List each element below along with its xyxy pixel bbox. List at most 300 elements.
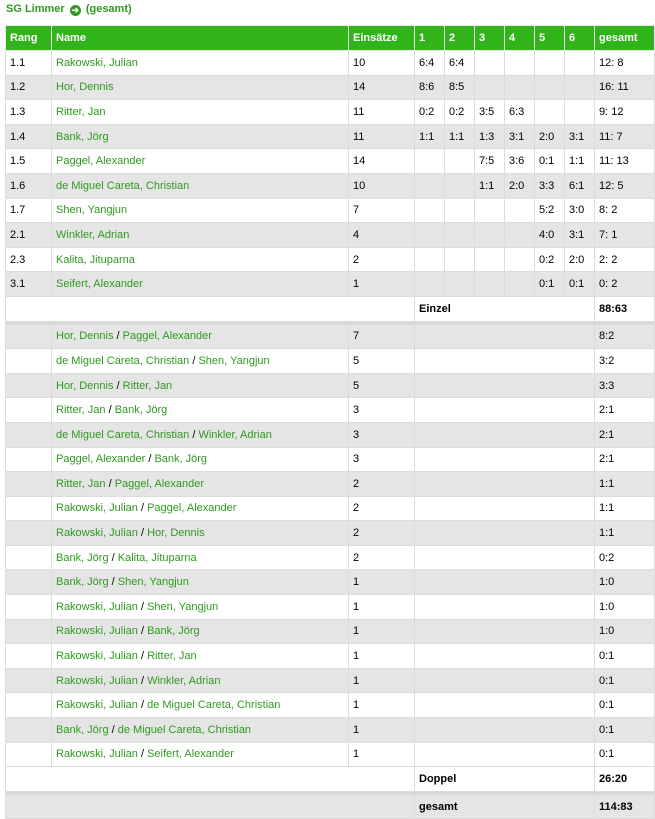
table-row (6, 272, 655, 297)
gesamt-cell: 8: 2 (595, 198, 655, 223)
round-cell (445, 247, 475, 272)
player-link[interactable]: Paggel, Alexander (56, 155, 146, 168)
player-link[interactable]: Rakowski, Julian (56, 527, 138, 540)
player-link[interactable]: Bank, Jörg (114, 404, 168, 417)
round-cell: 3:3 (535, 173, 565, 198)
gesamt-cell: 1:0 (595, 619, 655, 644)
player-name-cell (52, 124, 349, 149)
pair-name-cell (52, 693, 349, 718)
round-cell: 2:0 (565, 247, 595, 272)
round-cell: 3:1 (565, 124, 595, 149)
einsaetze-cell: 3 (349, 447, 415, 472)
player-name-cell (52, 272, 349, 297)
rounds-cell (415, 422, 595, 447)
round-cell (475, 51, 505, 76)
pair-separator: / (113, 330, 123, 343)
col-r5: 5 (535, 26, 565, 51)
round-cell: 1:1 (445, 124, 475, 149)
player-link[interactable]: Paggel, Alexander (56, 453, 146, 466)
einsaetze-cell: 3 (349, 422, 415, 447)
einsaetze-cell: 10 (349, 51, 415, 76)
round-cell: 2:0 (505, 173, 535, 198)
table-row (6, 521, 655, 546)
table-header-row (6, 26, 655, 51)
round-cell (475, 198, 505, 223)
einsaetze-cell: 1 (349, 668, 415, 693)
gesamt-cell: 7: 1 (595, 223, 655, 248)
gesamt-cell: 0:1 (595, 693, 655, 718)
table-row (6, 668, 655, 693)
gesamt-cell: 3:2 (595, 349, 655, 374)
einsaetze-cell: 2 (349, 545, 415, 570)
player-link[interactable]: Hor, Dennis (56, 81, 114, 94)
round-cell: 6:4 (415, 51, 445, 76)
player-link[interactable]: Rakowski, Julian (56, 502, 138, 515)
pair-name-cell (52, 398, 349, 423)
round-cell (445, 198, 475, 223)
rounds-cell (415, 570, 595, 595)
player-link[interactable]: Hor, Dennis (56, 379, 114, 392)
round-cell: 2:0 (535, 124, 565, 149)
round-cell: 3:6 (505, 149, 535, 174)
round-cell: 1:1 (415, 124, 445, 149)
total-value: 26:20 (595, 767, 655, 792)
player-link[interactable]: Ritter, Jan (56, 477, 106, 490)
rounds-cell (415, 324, 595, 349)
scope-label: (gesamt) (85, 3, 132, 15)
table-row (6, 247, 655, 272)
rang-cell (6, 398, 52, 423)
round-cell: 7:5 (475, 149, 505, 174)
rounds-cell (415, 496, 595, 521)
round-cell (445, 149, 475, 174)
rang-cell: 1.5 (6, 149, 52, 174)
pair-separator: / (108, 551, 118, 564)
rounds-cell (415, 668, 595, 693)
col-gesamt: gesamt (595, 26, 655, 51)
rounds-cell (415, 398, 595, 423)
rang-cell (6, 422, 52, 447)
pair-name-cell (52, 422, 349, 447)
player-link[interactable]: Bank, Jörg (154, 453, 208, 466)
gesamt-cell: 0:2 (595, 545, 655, 570)
player-link[interactable]: Ritter, Jan (56, 404, 106, 417)
table-row (6, 51, 655, 76)
pair-separator: / (108, 576, 118, 589)
pair-name-cell (52, 373, 349, 398)
gesamt-cell: 1:1 (595, 496, 655, 521)
col-r4: 4 (505, 26, 535, 51)
total-value: 114:83 (595, 794, 655, 819)
player-link[interactable]: Bank, Jörg (56, 551, 109, 564)
round-cell: 0:1 (535, 272, 565, 297)
round-cell: 3:0 (565, 198, 595, 223)
gesamt-cell: 8:2 (595, 324, 655, 349)
rang-cell (6, 718, 52, 743)
einsaetze-cell: 2 (349, 472, 415, 497)
einsaetze-cell: 4 (349, 223, 415, 248)
rang-cell: 3.1 (6, 272, 52, 297)
einsaetze-cell: 7 (349, 198, 415, 223)
einsaetze-cell: 7 (349, 324, 415, 349)
round-cell (505, 75, 535, 100)
rang-cell (6, 373, 52, 398)
gesamt-cell: 1:0 (595, 595, 655, 620)
einsaetze-cell: 2 (349, 521, 415, 546)
table-row (6, 693, 655, 718)
table-row (6, 349, 655, 374)
round-cell: 6:3 (505, 100, 535, 125)
player-link[interactable]: Rakowski, Julian (56, 56, 138, 69)
table-row (6, 496, 655, 521)
round-cell: 8:6 (415, 75, 445, 100)
pair-separator: / (113, 379, 123, 392)
rounds-cell (415, 718, 595, 743)
rang-cell: 2.1 (6, 223, 52, 248)
total-label: Einzel (415, 296, 595, 321)
round-cell: 5:2 (535, 198, 565, 223)
player-name-cell (52, 149, 349, 174)
player-name-cell (52, 173, 349, 198)
pair-separator: / (137, 527, 148, 540)
player-link[interactable]: Winkler, Adrian (56, 228, 130, 241)
player-link[interactable]: Rakowski, Julian (56, 674, 138, 687)
rang-cell (6, 545, 52, 570)
rang-cell: 1.6 (6, 173, 52, 198)
round-cell: 4:0 (535, 223, 565, 248)
round-cell: 3:1 (505, 124, 535, 149)
col-einsaetze: Einsätze (349, 26, 415, 51)
einsaetze-cell: 2 (349, 496, 415, 521)
col-r1: 1 (415, 26, 445, 51)
gesamt-cell: 2:1 (595, 398, 655, 423)
gesamt-cell: 2: 2 (595, 247, 655, 272)
player-name-cell (52, 75, 349, 100)
team-link[interactable]: SG Limmer (6, 3, 65, 15)
round-cell (445, 272, 475, 297)
player-link[interactable]: Winkler, Adrian (147, 674, 221, 687)
einsaetze-cell: 1 (349, 644, 415, 669)
pair-separator: / (137, 625, 148, 638)
round-cell (415, 149, 445, 174)
doppel-total-row (6, 767, 655, 792)
rang-cell: 1.4 (6, 124, 52, 149)
gesamt-cell: 1:1 (595, 521, 655, 546)
einsaetze-cell: 11 (349, 100, 415, 125)
player-link[interactable]: Rakowski, Julian (56, 625, 138, 638)
round-cell: 1:1 (565, 149, 595, 174)
rang-cell: 1.3 (6, 100, 52, 125)
player-link[interactable]: Rakowski, Julian (56, 748, 138, 761)
table-row (6, 324, 655, 349)
round-cell: 1:1 (475, 173, 505, 198)
pair-separator: / (137, 748, 148, 761)
rang-cell (6, 521, 52, 546)
player-link[interactable]: Rakowski, Julian (56, 600, 138, 613)
player-link[interactable]: Bank, Jörg (56, 723, 109, 736)
gesamt-cell: 3:3 (595, 373, 655, 398)
einsaetze-cell: 11 (349, 124, 415, 149)
pair-name-cell (52, 324, 349, 349)
rang-cell (6, 668, 52, 693)
gesamt-cell: 12: 5 (595, 173, 655, 198)
empty-cell (6, 296, 415, 321)
table-row (6, 373, 655, 398)
einsaetze-cell: 1 (349, 742, 415, 767)
round-cell: 1:3 (475, 124, 505, 149)
player-link[interactable]: de Miguel Careta, Christian (56, 428, 190, 441)
rounds-cell (415, 619, 595, 644)
round-cell (415, 198, 445, 223)
rounds-cell (415, 373, 595, 398)
round-cell (565, 51, 595, 76)
table-row (6, 545, 655, 570)
pair-name-cell (52, 472, 349, 497)
einsaetze-cell: 14 (349, 149, 415, 174)
player-link[interactable]: Rakowski, Julian (56, 699, 138, 712)
round-cell: 0:1 (535, 149, 565, 174)
player-name-cell (52, 100, 349, 125)
gesamt-cell: 0:1 (595, 644, 655, 669)
round-cell: 6:4 (445, 51, 475, 76)
pair-separator: / (137, 502, 148, 515)
einsaetze-cell: 1 (349, 272, 415, 297)
rang-cell (6, 644, 52, 669)
total-value: 88:63 (595, 296, 655, 321)
player-link[interactable]: Bank, Jörg (56, 576, 109, 589)
einsaetze-cell: 5 (349, 349, 415, 374)
pair-name-cell (52, 349, 349, 374)
player-link[interactable]: Ritter, Jan (147, 650, 197, 663)
round-cell (535, 75, 565, 100)
player-link[interactable]: Shen, Yangjun (198, 354, 270, 367)
rounds-cell (415, 349, 595, 374)
player-link[interactable]: Ritter, Jan (122, 379, 173, 392)
player-link[interactable]: Seifert, Alexander (56, 278, 143, 291)
round-cell: 8:5 (445, 75, 475, 100)
table-row (6, 619, 655, 644)
table-row (6, 644, 655, 669)
gesamt-cell: 1:0 (595, 570, 655, 595)
rang-cell (6, 447, 52, 472)
stats-table (5, 25, 655, 819)
pair-separator: / (105, 477, 115, 490)
round-cell (505, 247, 535, 272)
rang-cell (6, 595, 52, 620)
round-cell (445, 223, 475, 248)
player-link[interactable]: Kalita, Jituparna (56, 253, 135, 266)
total-label: gesamt (415, 794, 595, 819)
pair-name-cell (52, 718, 349, 743)
pair-separator: / (189, 354, 199, 367)
player-link[interactable]: Paggel, Alexander (114, 477, 204, 490)
col-r2: 2 (445, 26, 475, 51)
col-r3: 3 (475, 26, 505, 51)
empty-cell (6, 767, 415, 792)
round-cell (505, 51, 535, 76)
player-name-cell (52, 247, 349, 272)
player-name-cell (52, 223, 349, 248)
rounds-cell (415, 472, 595, 497)
pair-separator: / (145, 453, 155, 466)
table-row (6, 398, 655, 423)
pair-separator: / (108, 723, 118, 736)
gesamt-cell: 0:1 (595, 718, 655, 743)
round-cell (475, 223, 505, 248)
gesamt-cell: 0: 2 (595, 272, 655, 297)
round-cell (415, 272, 445, 297)
player-link[interactable]: Paggel, Alexander (122, 330, 212, 343)
player-link[interactable]: de Miguel Careta, Christian (117, 723, 252, 736)
pair-name-cell (52, 570, 349, 595)
round-cell (535, 51, 565, 76)
rang-cell (6, 742, 52, 767)
pair-separator: / (105, 404, 115, 417)
table-row (6, 472, 655, 497)
col-name: Name (52, 26, 349, 51)
round-cell (535, 100, 565, 125)
arrow-right-icon: ➜ (71, 5, 80, 15)
round-cell (505, 198, 535, 223)
pair-separator: / (189, 428, 199, 441)
rounds-cell (415, 693, 595, 718)
round-cell: 0:1 (565, 272, 595, 297)
player-link[interactable]: Hor, Dennis (56, 330, 114, 343)
player-link[interactable]: Ritter, Jan (56, 105, 106, 118)
empty-cell (6, 794, 415, 819)
table-row (6, 422, 655, 447)
table-row (6, 223, 655, 248)
round-cell (475, 272, 505, 297)
rang-cell (6, 472, 52, 497)
pair-separator: / (137, 600, 148, 613)
einsaetze-cell: 1 (349, 718, 415, 743)
player-link[interactable]: Shen, Yangjun (117, 576, 189, 589)
round-cell (505, 272, 535, 297)
pair-name-cell (52, 742, 349, 767)
gesamt-cell: 9: 12 (595, 100, 655, 125)
pair-name-cell (52, 545, 349, 570)
table-row (6, 718, 655, 743)
gesamt-cell: 0:1 (595, 742, 655, 767)
rounds-cell (415, 521, 595, 546)
pair-separator: / (137, 650, 148, 663)
pair-separator: / (137, 674, 148, 687)
player-link[interactable]: Rakowski, Julian (56, 650, 138, 663)
table-row (6, 173, 655, 198)
round-cell (475, 247, 505, 272)
player-link[interactable]: Shen, Yangjun (147, 600, 219, 613)
rang-cell (6, 570, 52, 595)
player-link[interactable]: Paggel, Alexander (147, 502, 237, 515)
table-row (6, 198, 655, 223)
pair-name-cell (52, 644, 349, 669)
col-rang: Rang (6, 26, 52, 51)
einsaetze-cell: 5 (349, 373, 415, 398)
rounds-cell (415, 447, 595, 472)
total-label: Doppel (415, 767, 595, 792)
rang-cell: 1.7 (6, 198, 52, 223)
player-link[interactable]: Bank, Jörg (147, 625, 200, 638)
gesamt-total-row (6, 794, 655, 819)
einsaetze-cell: 1 (349, 619, 415, 644)
gesamt-cell: 12: 8 (595, 51, 655, 76)
round-cell (415, 223, 445, 248)
rounds-cell (415, 595, 595, 620)
pair-separator: / (137, 699, 148, 712)
einsaetze-cell: 3 (349, 398, 415, 423)
gesamt-cell: 2:1 (595, 447, 655, 472)
gesamt-cell: 11: 13 (595, 149, 655, 174)
pair-name-cell (52, 668, 349, 693)
rang-cell (6, 693, 52, 718)
rang-cell (6, 349, 52, 374)
round-cell (475, 75, 505, 100)
rang-cell: 2.3 (6, 247, 52, 272)
player-link[interactable]: Winkler, Adrian (198, 428, 272, 441)
pair-name-cell (52, 595, 349, 620)
player-link[interactable]: Shen, Yangjun (56, 204, 128, 217)
round-cell (445, 173, 475, 198)
rang-cell (6, 619, 52, 644)
einsaetze-cell: 1 (349, 595, 415, 620)
table-row (6, 595, 655, 620)
pair-name-cell (52, 496, 349, 521)
rang-cell: 1.2 (6, 75, 52, 100)
round-cell: 3:1 (565, 223, 595, 248)
page-header (6, 3, 132, 16)
einzel-total-row (6, 296, 655, 321)
player-link[interactable]: de Miguel Careta, Christian (56, 354, 190, 367)
rounds-cell (415, 742, 595, 767)
einsaetze-cell: 1 (349, 693, 415, 718)
round-cell: 3:5 (475, 100, 505, 125)
rang-cell: 1.1 (6, 51, 52, 76)
einsaetze-cell: 2 (349, 247, 415, 272)
player-link[interactable]: Seifert, Alexander (147, 748, 234, 761)
player-link[interactable]: de Miguel Careta, Christian (147, 699, 281, 712)
round-cell (565, 75, 595, 100)
table-row (6, 742, 655, 767)
rounds-cell (415, 644, 595, 669)
table-row (6, 75, 655, 100)
player-name-cell (52, 198, 349, 223)
round-cell: 0:2 (535, 247, 565, 272)
einsaetze-cell: 14 (349, 75, 415, 100)
player-link[interactable]: Kalita, Jituparna (117, 551, 197, 564)
gesamt-cell: 0:1 (595, 668, 655, 693)
gesamt-cell: 16: 11 (595, 75, 655, 100)
table-row (6, 570, 655, 595)
col-r6: 6 (565, 26, 595, 51)
player-link[interactable]: Hor, Dennis (147, 527, 205, 540)
pair-name-cell (52, 619, 349, 644)
round-cell (415, 173, 445, 198)
einsaetze-cell: 1 (349, 570, 415, 595)
gesamt-cell: 11: 7 (595, 124, 655, 149)
gesamt-cell: 1:1 (595, 472, 655, 497)
round-cell: 0:2 (415, 100, 445, 125)
rang-cell (6, 496, 52, 521)
pair-name-cell (52, 447, 349, 472)
round-cell (415, 247, 445, 272)
player-name-cell (52, 51, 349, 76)
table-row (6, 447, 655, 472)
table-row (6, 100, 655, 125)
player-link[interactable]: Bank, Jörg (56, 130, 109, 143)
player-link[interactable]: de Miguel Careta, Christian (56, 179, 190, 192)
pair-name-cell (52, 521, 349, 546)
